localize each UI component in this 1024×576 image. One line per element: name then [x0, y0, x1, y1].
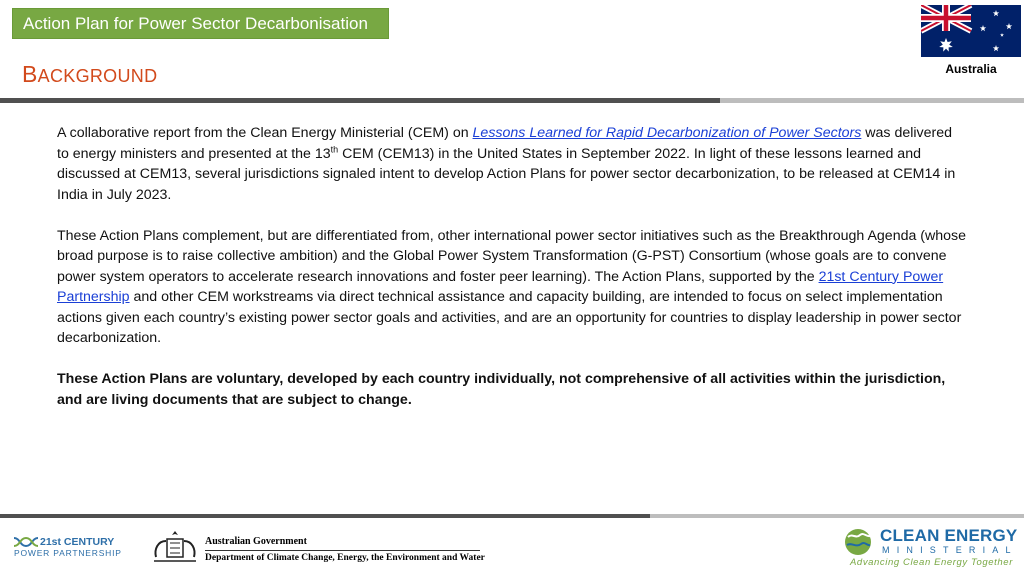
- header-divider-light: [720, 98, 1024, 103]
- p1-text-c: CEM (CEM13) in the United States in September 2022. In light of these lessons learned and discussed at CEM13, several jurisdictions signaled intent to develop Action Plans for power sector decarbonization, to be released at CEM14 in India in July 2023.: [57, 145, 956, 203]
- globe-icon: [842, 527, 874, 557]
- gov-line-1: Australian Government: [205, 536, 307, 547]
- footer-divider-dark: [0, 514, 650, 518]
- country-label: Australia: [945, 62, 997, 76]
- gov-divider: [205, 550, 480, 551]
- 21st-century-power-partnership-logo: [14, 536, 134, 562]
- logo-21c-top: 21st CENTURY: [40, 536, 115, 548]
- gov-line-2: Department of Climate Change, Energy, the Environment and Water: [205, 553, 485, 563]
- footer-divider-light: [650, 514, 1024, 518]
- paragraph-2: [57, 226, 967, 349]
- cem-line-1: CLEAN ENERGY: [880, 526, 1018, 545]
- power-wave-icon: [14, 536, 38, 548]
- logo-21c-bottom: POWER PARTNERSHIP: [14, 548, 122, 558]
- p1-superscript: th: [330, 143, 339, 154]
- lessons-learned-link[interactable]: Lessons Learned for Rapid Decarbonization of Power Sectors: [472, 125, 862, 141]
- paragraph-1: [57, 123, 967, 205]
- header-divider-dark: [0, 98, 720, 103]
- clean-energy-ministerial-logo: [842, 525, 1018, 571]
- p2-text-b: and other CEM workstreams via direct technical assistance and capacity building, are intended to focus on select implementation actions given each country’s existing power sector goals and activities, and are an opportunity for countries to display leadership in power sector decarbonization.: [57, 289, 962, 346]
- section-title-rest: ACKGROUND: [37, 66, 158, 86]
- section-title: [22, 60, 157, 90]
- 21st-century-power-partnership-link[interactable]: 21st Century Power Partnership: [57, 268, 944, 305]
- coat-of-arms-icon: [150, 527, 200, 567]
- cem-tagline: Advancing Clean Energy Together: [850, 557, 1013, 568]
- p2-text-a: These Action Plans complement, but are differentiated from, other international power sector initiatives such as the Breakthrough Agenda (whose broad purpose is to raise collective ambition) and the Global Power System Transformation (G-PST) Consortium (whose goals are to convene power system operators to accelerate research innovations and foster peer learning). The Action Plans, supported by the: [57, 227, 967, 285]
- body-content: [57, 123, 967, 431]
- header-banner: Action Plan for Power Sector Decarbonisation: [12, 8, 389, 39]
- p1-text-a: A collaborative report from the Clean Energy Ministerial (CEM) on: [57, 125, 473, 141]
- p1-text-b: was delivered to energy ministers and presented at the 13: [57, 125, 953, 162]
- section-title-initial: B: [22, 61, 38, 87]
- australian-government-logo: [150, 527, 485, 567]
- paragraph-3-disclaimer: These Action Plans are voluntary, developed by each country individually, not comprehensive of all activities within the jurisdiction, and are living documents that are subject to change.: [57, 371, 946, 408]
- cem-line-2: MINISTERIAL: [882, 545, 1018, 555]
- australia-flag-icon: [921, 5, 1021, 57]
